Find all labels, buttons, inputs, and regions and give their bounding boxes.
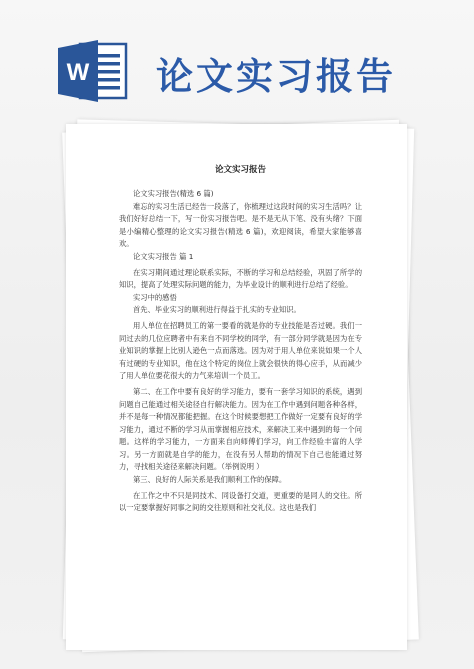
doc-subheading: 实习中的感悟 — [133, 292, 177, 302]
document-content — [66, 124, 407, 650]
doc-paragraph: 第二、在工作中要有良好的学习能力，要有一套学习知识的系统，遇到问题自己能通过相关途径自行解决能力。因为在工作中遇到问题各种各样，并不是每一种情况都能把握。在这个时候要想把工作做好一定要有良好的学习能力，通过不断的学习从而掌握相应技术，来解决工来中遇到的每一个问题。这样的学习能力，一方面来自向师傅们学习，向工作经验丰富的人学习。另一方面就是自学的能力，在没有另人帮助的情况下自己也能通过努力，寻找相关途径来解决问题。（举例说明 ） — [119, 386, 362, 472]
page-title: 论文实习报告 — [156, 55, 396, 98]
microsoft-word-icon — [58, 38, 130, 104]
doc-paragraph: 难忘的实习生活已经告一段落了，你梳理过这段时间的实习生活吗？让我们好好总结一下，写一份实习报告吧。是不是无从下笔、没有头绪？下面是小编精心整理的论文实习报告(精选 6 篇)，欢迎阅读，希望大家能够喜欢。 — [119, 201, 362, 249]
doc-paragraph: 首先、毕业实习的顺利进行得益于扎实的专业知识。 — [133, 305, 301, 315]
doc-section-heading: 论文实习报告 篇 1 — [133, 251, 194, 261]
doc-paragraph: 在工作之中不只是同技术、同设备打交道，更重要的是同人的交往。所以一定要掌握好同事之间的交往原则和社交礼仪。这也是我们 — [119, 490, 362, 513]
doc-paragraph: 论文实习报告(精选 6 篇) — [133, 189, 214, 198]
doc-paragraph: 在实习期间通过理论联系实际，不断的学习和总结经验，巩固了所学的知识，提高了处理实际问题的能力，为毕业设计的顺利进行总结了经验。 — [119, 267, 362, 290]
doc-paragraph: 用人单位在招聘员工的第一要看的就是你的专业技能是否过硬。我们一同过去的几位应聘者中有来自不同学校的同学，有一部分同学就是因为在专业知识的掌握上比别人逊色一点而落选。因为对于用人单位来说如果一个人有过硬的专业知识，他在这个特定的岗位上就会很快的得心应手，从而减少了用人单位要花很大的力气来培训一个员工。 — [119, 320, 362, 381]
doc-paragraph: 第三、良好的人际关系是我们顺利工作的保障。 — [133, 475, 287, 485]
document-title: 论文实习报告 — [214, 165, 266, 175]
header — [0, 0, 474, 110]
word-logo-letter: W — [66, 59, 90, 86]
